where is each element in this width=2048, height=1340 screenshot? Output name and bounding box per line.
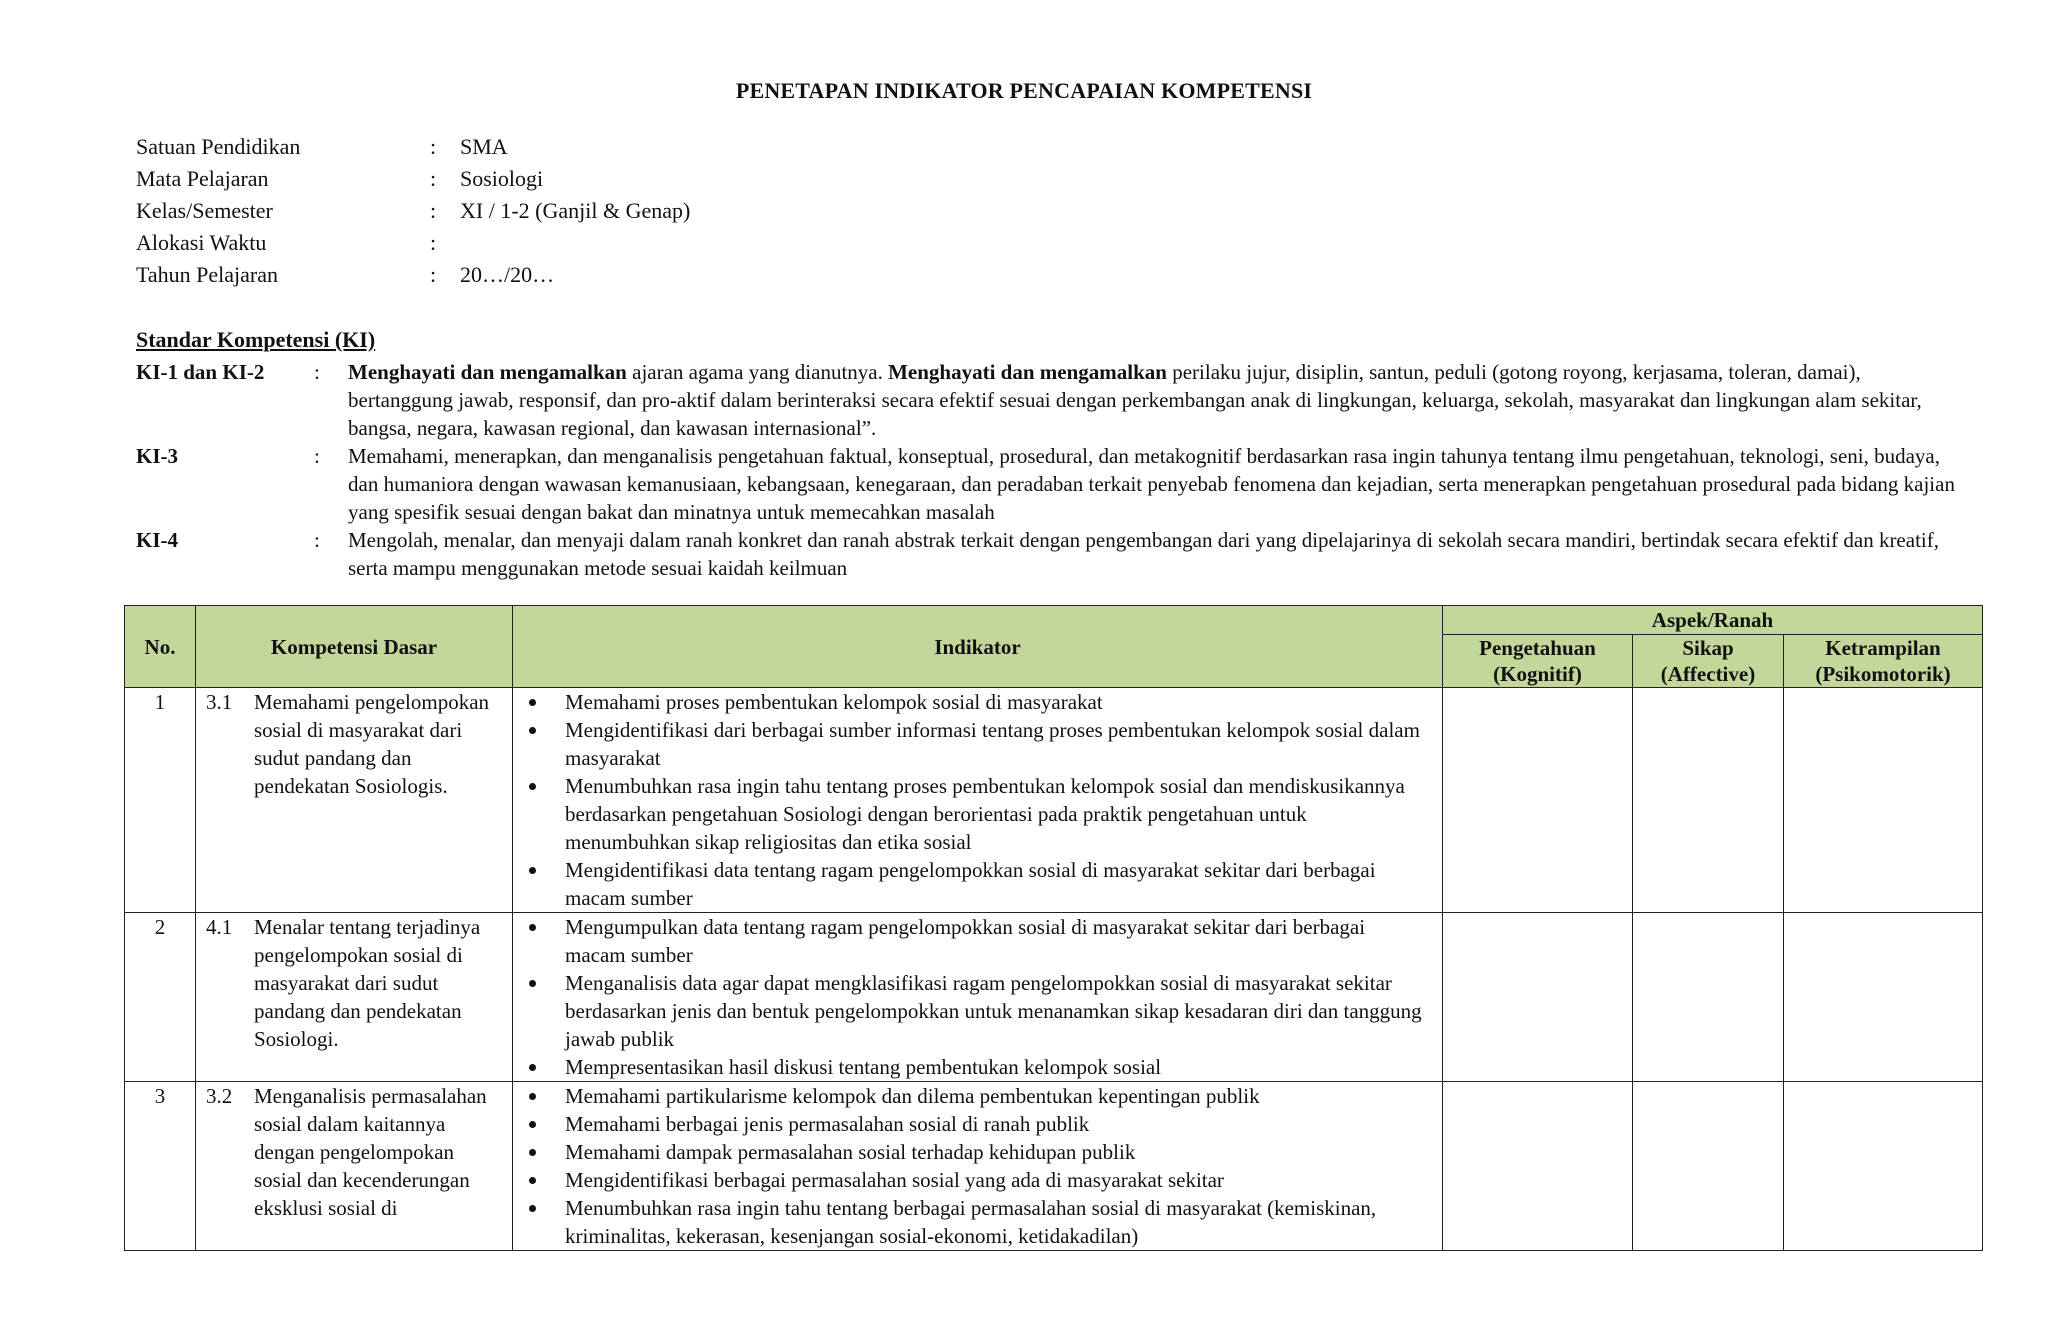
header-line: (Kognitif)	[1493, 662, 1582, 686]
indicator-item: Menganalisis data agar dapat mengklasifikasi ragam pengelompokkan sosial di masyarakat sekitar berdasarkan jenis dan bentuk pengelompokkan untuk menanamkan sikap kesadaran diri dan tanggung jawab publik	[565, 971, 1422, 1051]
pengetahuan-cell	[1443, 688, 1633, 913]
meta-value: XI / 1-2 (Ganjil & Genap)	[460, 198, 691, 223]
meta-label: Alokasi Waktu	[136, 230, 267, 255]
meta-row-alokasi	[136, 227, 690, 259]
header-pengetahuan	[1443, 635, 1633, 688]
meta-value: Sosiologi	[460, 166, 544, 191]
sikap-cell	[1633, 688, 1784, 913]
ki-text-plain: ajaran agama yang dianutnya.	[626, 360, 889, 384]
indicator-item: Mengidentifikasi berbagai permasalahan sosial yang ada di masyarakat sekitar	[565, 1166, 1422, 1194]
indicator-item: Mengidentifikasi dari berbagai sumber informasi tentang proses pembentukan kelompok sosial dalam masyarakat	[565, 716, 1422, 772]
indicator-item: Memahami partikularisme kelompok dan dilema pembentukan kepentingan publik	[565, 1082, 1422, 1110]
meta-label: Kelas/Semester	[136, 198, 273, 223]
meta-row-satuan	[136, 131, 690, 163]
indicator-item: Memahami dampak permasalahan sosial terhadap kehidupan publik	[565, 1138, 1422, 1166]
ketrampilan-cell	[1784, 913, 1983, 1082]
header-line: Sikap	[1682, 636, 1734, 660]
row-number: 2	[125, 913, 196, 1082]
kd-text: Menalar tentang terjadinya pengelompokan sosial di masyarakat dari sudut pandang dan pendekatan Sosiologi.	[254, 915, 481, 1051]
header-sikap	[1633, 635, 1784, 688]
meta-colon: :	[430, 198, 437, 223]
header-line: (Affective)	[1660, 662, 1756, 686]
kd-number: 3.2	[206, 1084, 233, 1108]
ki-item-4	[136, 526, 1956, 582]
meta-row-mapel	[136, 163, 690, 195]
pengetahuan-cell	[1443, 913, 1633, 1082]
table-row	[125, 913, 1983, 1082]
ketrampilan-cell	[1784, 688, 1983, 913]
indicator-item: Menumbuhkan rasa ingin tahu tentang proses pembentukan kelompok sosial dan mendiskusikannya berdasarkan pengetahuan Sosiologi dengan berorientasi pada praktik pengetahuan untuk menumbuhkan sikap religiositas dan etika sosial	[565, 772, 1422, 856]
header-no: No.	[125, 606, 196, 688]
kd-cell	[196, 688, 513, 913]
ki-colon: :	[314, 360, 320, 384]
kd-number: 3.1	[206, 690, 233, 714]
meta-colon: :	[430, 166, 437, 191]
table-row	[125, 688, 1983, 913]
header-line: (Psikomotorik)	[1815, 662, 1951, 686]
meta-label: Satuan Pendidikan	[136, 134, 301, 159]
identity-info	[136, 131, 690, 291]
header-indikator: Indikator	[513, 606, 1443, 688]
indicator-cell	[513, 1082, 1443, 1251]
indicator-item: Memahami proses pembentukan kelompok sosial di masyarakat	[565, 688, 1422, 716]
meta-value: 20…/20…	[460, 262, 555, 287]
ki-text	[348, 358, 1956, 442]
ki-text-plain: perilaku jujur, disiplin, santun, peduli (gotong royong, kerjasama, toleran, damai), bertanggung jawab, responsif, dan pro-aktif dalam berinteraksi secara efektif sesuai dengan perkembangan anak di lingkungan, keluarga, sekolah, masyarakat dan lingkungan alam sekitar, bangsa, negara, kawasan regional, dan kawasan internasional”.	[348, 360, 1922, 440]
indicator-item: Mengumpulkan data tentang ragam pengelompokkan sosial di masyarakat sekitar dari berbagai macam sumber	[565, 913, 1422, 969]
ki-text-bold: Menghayati dan mengamalkan	[888, 360, 1167, 384]
ketrampilan-cell	[1784, 1082, 1983, 1251]
meta-row-kelas	[136, 195, 690, 227]
indicator-item: Menumbuhkan rasa ingin tahu tentang berbagai permasalahan sosial di masyarakat (kemiskinan, kriminalitas, kekerasan, kesenjangan sosial-ekonomi, ketidakadilan)	[565, 1194, 1422, 1250]
kd-cell	[196, 913, 513, 1082]
kd-text: Menganalisis permasalahan sosial dalam kaitannya dengan pengelompokan sosial dan kecenderungan eksklusi sosial di	[254, 1084, 487, 1220]
kd-number: 4.1	[206, 915, 233, 939]
ki-label: KI-4	[136, 528, 178, 552]
indicator-item: Mempresentasikan hasil diskusi tentang pembentukan kelompok sosial	[565, 1053, 1422, 1081]
ki-colon: :	[314, 528, 320, 552]
ki-colon: :	[314, 444, 320, 468]
ki-label: KI-1 dan KI-2	[136, 360, 265, 384]
meta-colon: :	[430, 134, 437, 159]
ki-item-3	[136, 442, 1956, 526]
indicator-cell	[513, 913, 1443, 1082]
sikap-cell	[1633, 1082, 1784, 1251]
header-line: Pengetahuan	[1479, 636, 1596, 660]
ki-text-bold: Menghayati dan mengamalkan	[348, 360, 627, 384]
meta-label: Mata Pelajaran	[136, 166, 269, 191]
header-kompetensi-dasar: Kompetensi Dasar	[196, 606, 513, 688]
row-number: 3	[125, 1082, 196, 1251]
table-row	[125, 1082, 1983, 1251]
ki-label: KI-3	[136, 444, 178, 468]
ki-heading: Standar Kompetensi (KI)	[136, 327, 376, 352]
meta-colon: :	[430, 262, 437, 287]
ki-item-1-2	[136, 358, 1956, 442]
meta-value: SMA	[460, 134, 508, 159]
header-ketrampilan	[1784, 635, 1983, 688]
indicator-table	[124, 605, 1983, 1251]
kd-text: Memahami pengelompokan sosial di masyarakat dari sudut pandang dan pendekatan Sosiologis.	[254, 690, 490, 798]
header-line: Ketrampilan	[1825, 636, 1941, 660]
header-aspek-ranah: Aspek/Ranah	[1443, 606, 1983, 635]
sikap-cell	[1633, 913, 1784, 1082]
indicator-item: Mengidentifikasi data tentang ragam pengelompokkan sosial di masyarakat sekitar dari berbagai macam sumber	[565, 856, 1422, 912]
meta-label: Tahun Pelajaran	[136, 262, 279, 287]
ki-section	[136, 326, 1956, 582]
ki-text: Mengolah, menalar, dan menyaji dalam ranah konkret dan ranah abstrak terkait dengan pengembangan dari yang dipelajarinya di sekolah secara mandiri, bertindak secara efektif dan kreatif, serta mampu menggunakan metode sesuai kaidah keilmuan	[348, 528, 1939, 580]
kd-cell	[196, 1082, 513, 1251]
meta-colon: :	[430, 230, 437, 255]
meta-row-tahun	[136, 259, 690, 291]
row-number: 1	[125, 688, 196, 913]
page-title: PENETAPAN INDIKATOR PENCAPAIAN KOMPETENSI	[735, 78, 1313, 103]
indicator-cell	[513, 688, 1443, 913]
pengetahuan-cell	[1443, 1082, 1633, 1251]
ki-text: Memahami, menerapkan, dan menganalisis pengetahuan faktual, konseptual, prosedural, dan metakognitif berdasarkan rasa ingin tahunya tentang ilmu pengetahuan, teknologi, seni, budaya, dan humaniora dengan wawasan kemanusiaan, kebangsaan, kenegaraan, dan peradaban terkait penyebab fenomena dan kejadian, serta menerapkan pengetahuan prosedural pada bidang kajian yang spesifik sesuai dengan bakat dan minatnya untuk memecahkan masalah	[348, 444, 1955, 524]
indicator-item: Memahami berbagai jenis permasalahan sosial di ranah publik	[565, 1110, 1422, 1138]
